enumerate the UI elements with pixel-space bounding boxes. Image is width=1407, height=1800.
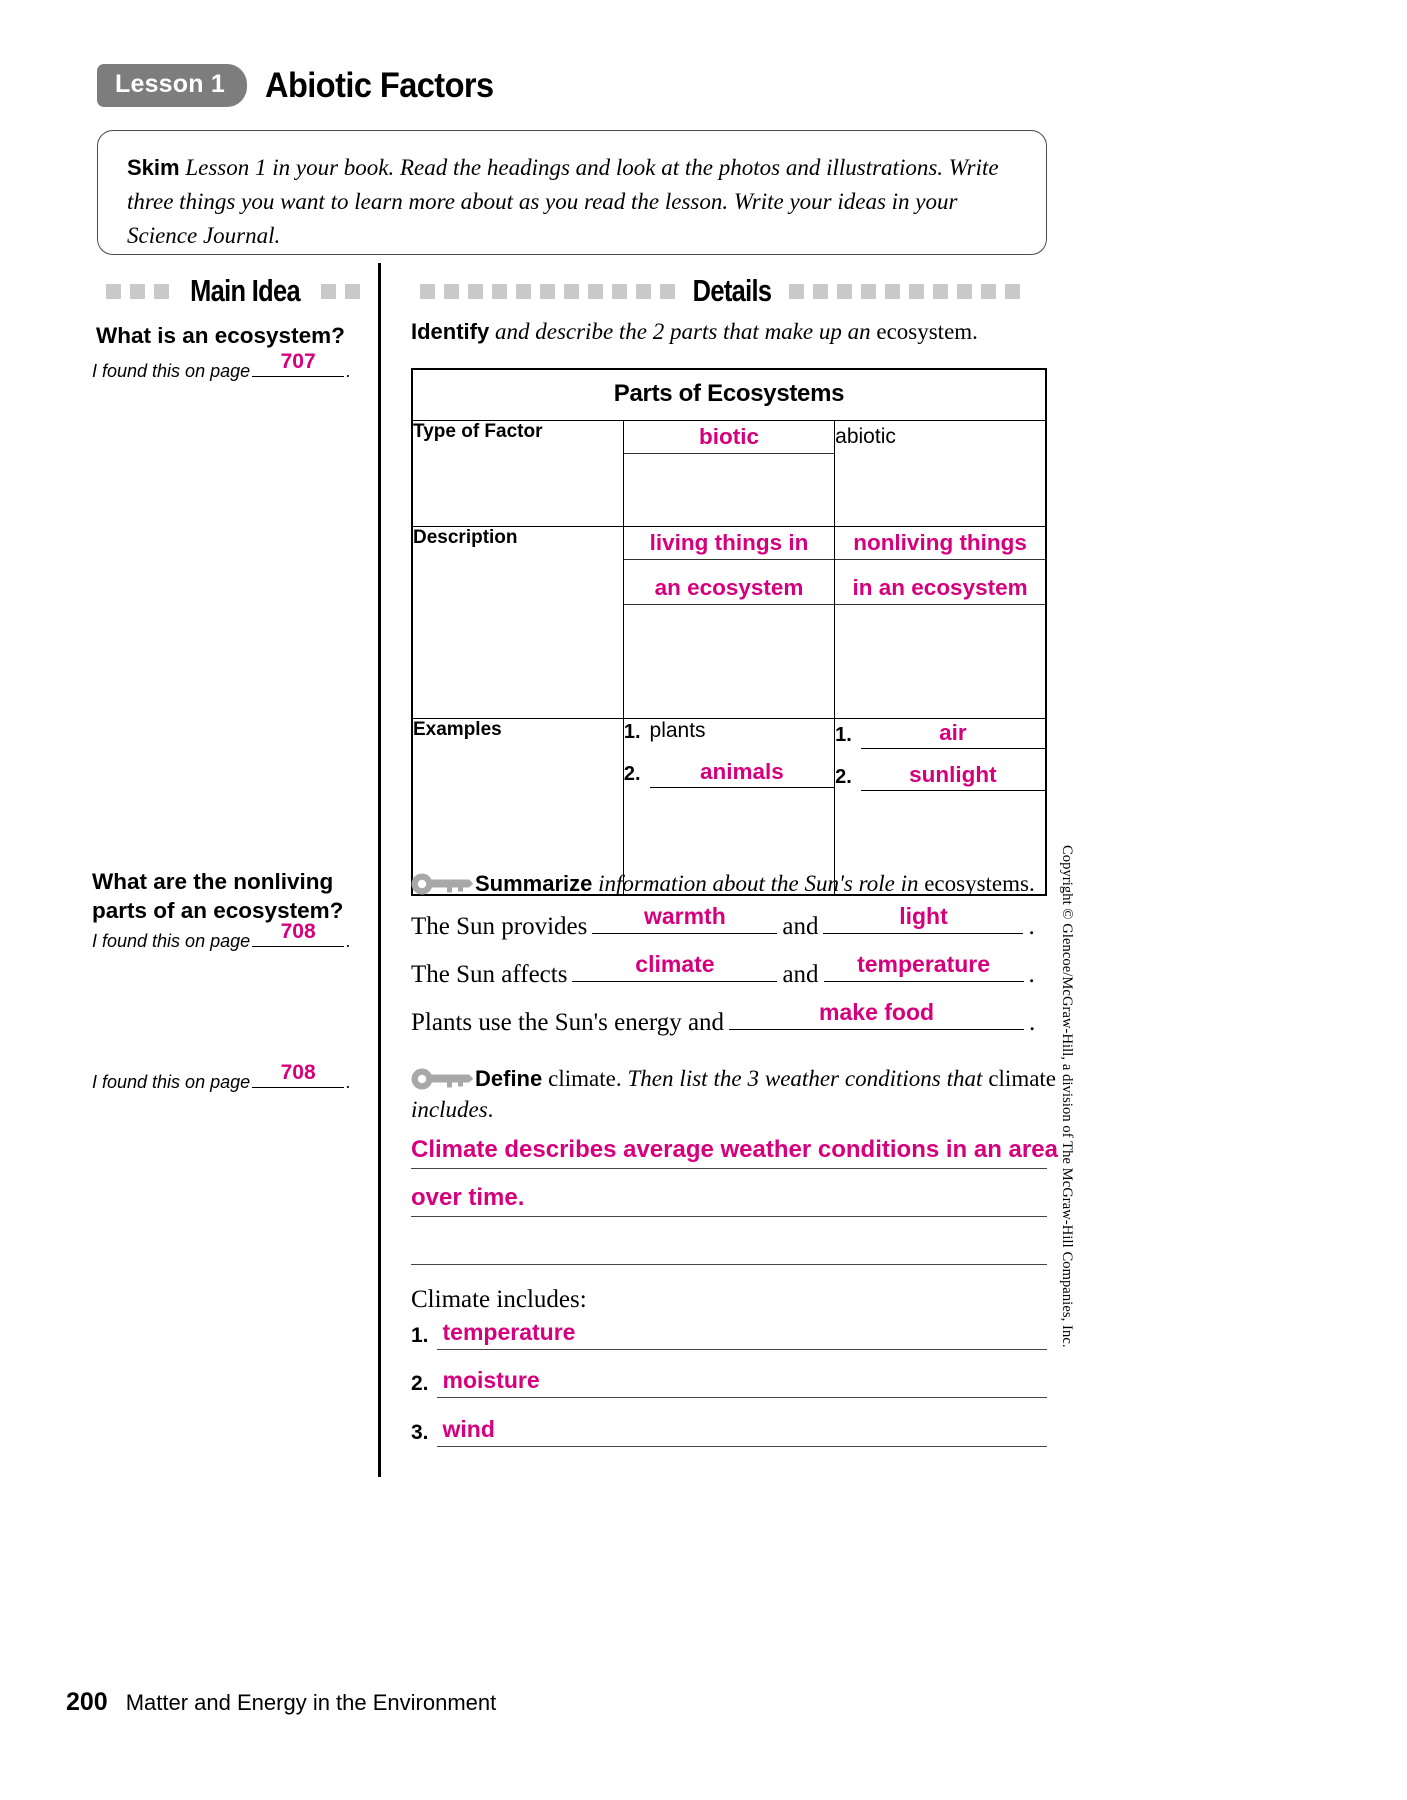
page-answer-1: 707 xyxy=(280,350,316,373)
biotic-example-1-text: plants xyxy=(649,719,706,742)
sun-1-blank-2[interactable] xyxy=(823,903,1023,934)
define-roman-1: climate. xyxy=(542,1066,628,1091)
dash-square-icon xyxy=(837,284,852,299)
dash-square-icon xyxy=(345,284,360,299)
abiotic-type-text: abiotic xyxy=(835,425,896,448)
abiotic-example-2-number: 2. xyxy=(835,766,852,788)
found-suffix: . xyxy=(346,361,352,381)
define-answer-2: over time. xyxy=(411,1184,525,1211)
biotic-example-1-number: 1. xyxy=(623,721,641,743)
page-blank-1[interactable] xyxy=(252,350,344,377)
page-answer-2: 708 xyxy=(280,920,316,943)
sun-sentence-3 xyxy=(411,999,1036,1037)
abiotic-desc-answer-1: nonliving things xyxy=(853,530,1027,555)
biotic-desc-line-2[interactable] xyxy=(624,572,834,605)
cell-biotic-type[interactable] xyxy=(623,421,834,527)
sun-1-answer-1: warmth xyxy=(643,903,726,929)
biotic-example-2-answer: animals xyxy=(699,759,784,784)
summarize-tail: ecosystems. xyxy=(924,871,1035,896)
climate-list-item-3[interactable] xyxy=(411,1417,1047,1447)
main-idea-question-1: What is an ecosystem? xyxy=(96,323,345,348)
dash-square-icon xyxy=(885,284,900,299)
dash-square-icon xyxy=(106,284,121,299)
main-idea-band xyxy=(99,274,367,308)
dash-group-left xyxy=(106,284,169,299)
lesson-tab: Lesson 1 xyxy=(97,64,247,107)
dash-square-icon xyxy=(154,284,169,299)
climate-item-1-number: 1. xyxy=(411,1324,429,1347)
define-answer-line-2[interactable] xyxy=(411,1216,1047,1217)
abiotic-example-2-answer: sunlight xyxy=(909,762,997,787)
summarize-verb: Summarize xyxy=(475,871,593,896)
table-row xyxy=(412,421,1046,527)
page-blank-3[interactable] xyxy=(252,1061,344,1088)
found-prefix: I found this on page xyxy=(92,1072,251,1092)
sun-1-answer-2: light xyxy=(899,903,948,929)
climate-item-2-line[interactable] xyxy=(437,1368,1047,1398)
page-blank-2[interactable] xyxy=(252,920,344,947)
details-label: Details xyxy=(692,273,772,308)
abiotic-desc-answer-2: in an ecosystem xyxy=(852,575,1028,600)
question-2-line-1: What are the nonliving xyxy=(92,869,334,894)
page-footer xyxy=(66,1688,496,1717)
climate-item-3-number: 3. xyxy=(411,1421,429,1444)
biotic-type-answer: biotic xyxy=(698,424,759,449)
dash-square-icon xyxy=(612,284,627,299)
sun-2-mid: and xyxy=(782,961,819,988)
sun-1-end: . xyxy=(1028,913,1035,940)
dash-square-icon xyxy=(636,284,651,299)
sun-2-blank-2[interactable] xyxy=(824,951,1024,982)
found-on-page-3 xyxy=(92,1061,352,1093)
define-answer-1: Climate describes average weather conditions in an area xyxy=(411,1136,1058,1163)
dash-square-icon xyxy=(933,284,948,299)
dash-group-right xyxy=(321,284,360,299)
table-caption: Parts of Ecosystems xyxy=(412,369,1046,421)
found-on-page-1 xyxy=(92,350,352,382)
climate-item-1-line[interactable] xyxy=(437,1320,1047,1350)
main-idea-label: Main Idea xyxy=(190,273,300,308)
row-label-description: Description xyxy=(412,527,623,719)
details-band xyxy=(393,274,1047,308)
dash-square-icon xyxy=(492,284,507,299)
skim-text xyxy=(127,151,1020,252)
define-italic-2: includes xyxy=(411,1097,488,1123)
page-title: Abiotic Factors xyxy=(264,65,494,105)
dash-square-icon xyxy=(420,284,435,299)
dash-group-left xyxy=(420,284,675,299)
column-divider xyxy=(378,263,381,1477)
biotic-example-2-number: 2. xyxy=(623,763,641,785)
dash-square-icon xyxy=(789,284,804,299)
sun-3-answer: make food xyxy=(819,999,935,1025)
cell-abiotic-description[interactable] xyxy=(835,527,1046,719)
biotic-example-2-line[interactable] xyxy=(650,758,835,788)
abiotic-example-1-line[interactable] xyxy=(861,719,1045,749)
sun-sentence-1 xyxy=(411,903,1035,941)
dash-square-icon xyxy=(130,284,145,299)
dash-square-icon xyxy=(516,284,531,299)
biotic-desc-answer-1: living things in xyxy=(649,530,809,555)
cell-biotic-description[interactable] xyxy=(623,527,834,719)
summarize-instruction xyxy=(411,868,1056,899)
climate-item-1-answer: temperature xyxy=(442,1319,576,1345)
sun-1-blank-1[interactable] xyxy=(592,903,777,934)
abiotic-example-1-number: 1. xyxy=(835,724,852,746)
sun-2-end: . xyxy=(1028,961,1035,988)
dash-square-icon xyxy=(957,284,972,299)
key-icon xyxy=(411,1067,473,1089)
sun-2-answer-1: climate xyxy=(635,951,715,977)
dash-square-icon xyxy=(321,284,336,299)
identify-italic: and describe the 2 parts that make up an xyxy=(489,319,877,344)
identify-tail: ecosystem. xyxy=(876,319,978,344)
dash-square-icon xyxy=(660,284,675,299)
dash-square-icon xyxy=(909,284,924,299)
page-header xyxy=(97,64,511,107)
dash-group-right xyxy=(789,284,1020,299)
dash-square-icon xyxy=(981,284,996,299)
row-label-examples: Examples xyxy=(412,719,623,895)
footer-chapter-title: Matter and Energy in the Environment xyxy=(125,1690,497,1715)
identify-verb: Identify xyxy=(411,319,490,344)
key-icon xyxy=(411,872,473,894)
dash-square-icon xyxy=(588,284,603,299)
dash-square-icon xyxy=(468,284,483,299)
climate-item-3-answer: wind xyxy=(442,1416,495,1442)
parts-of-ecosystems-table xyxy=(411,368,1047,896)
define-roman-3: . xyxy=(487,1097,494,1123)
sun-2-blank-1[interactable] xyxy=(572,951,777,982)
abiotic-example-2[interactable] xyxy=(835,761,1045,791)
climate-item-3-line[interactable] xyxy=(437,1417,1047,1447)
abiotic-desc-line-2[interactable] xyxy=(835,572,1045,605)
found-suffix: . xyxy=(346,1072,352,1092)
abiotic-example-2-line[interactable] xyxy=(861,761,1045,791)
dash-square-icon xyxy=(540,284,555,299)
climate-item-2-answer: moisture xyxy=(442,1367,540,1393)
biotic-desc-line-1[interactable] xyxy=(624,527,834,560)
abiotic-desc-line-1[interactable] xyxy=(835,527,1045,560)
abiotic-example-1-answer: air xyxy=(939,720,967,745)
climate-prompt-text: Climate includes: xyxy=(411,1286,587,1313)
footer-page-number: 200 xyxy=(66,1688,108,1716)
page-answer-3: 708 xyxy=(280,1061,316,1084)
dash-square-icon xyxy=(813,284,828,299)
sun-sentence-2 xyxy=(411,951,1035,989)
climate-item-2-number: 2. xyxy=(411,1372,429,1395)
row-label-type-of-factor: Type of Factor xyxy=(412,421,623,527)
summarize-italic: information about the Sun's role in xyxy=(592,871,925,896)
table-row xyxy=(412,527,1046,719)
sun-3-blank[interactable] xyxy=(729,999,1024,1030)
skim-body: Lesson 1 in your book. Read the headings and look at the photos and illustrations. Write three things you want to learn more about as you read the lesson. Write your ideas in your Science Journal. xyxy=(127,155,999,248)
skim-instruction-box xyxy=(97,130,1047,255)
define-answer-line-3[interactable] xyxy=(411,1264,1047,1265)
sun-1-prefix: The Sun provides xyxy=(411,913,588,940)
table-header-row xyxy=(412,369,1046,421)
abiotic-example-1[interactable] xyxy=(835,719,1045,749)
biotic-type-line[interactable] xyxy=(624,421,834,454)
biotic-example-2[interactable] xyxy=(624,758,834,788)
skim-lead: Skim xyxy=(127,155,180,180)
dash-square-icon xyxy=(1005,284,1020,299)
question-2-line-2: parts of an ecosystem? xyxy=(92,897,344,923)
copyright-notice: Copyright © Glencoe/McGraw-Hill, a division of The McGraw-Hill Companies, Inc. xyxy=(1059,845,1075,1348)
define-roman-2: climate xyxy=(988,1066,1057,1091)
found-prefix: I found this on page xyxy=(92,361,251,381)
biotic-example-1 xyxy=(624,719,834,746)
dash-square-icon xyxy=(861,284,876,299)
biotic-desc-answer-2: an ecosystem xyxy=(654,575,804,600)
dash-square-icon xyxy=(564,284,579,299)
sun-3-end: . xyxy=(1029,1009,1036,1036)
define-instruction xyxy=(411,1063,1056,1125)
sun-3-prefix: Plants use the Sun's energy and xyxy=(411,1009,725,1036)
define-verb: Define xyxy=(475,1066,543,1091)
dash-square-icon xyxy=(444,284,459,299)
found-on-page-2 xyxy=(92,920,352,952)
define-answer-line-1[interactable] xyxy=(411,1168,1047,1169)
sun-2-answer-2: temperature xyxy=(857,951,991,977)
define-italic-1: Then list the 3 weather conditions that xyxy=(627,1066,983,1091)
found-suffix: . xyxy=(346,931,352,951)
climate-list-item-2[interactable] xyxy=(411,1368,1047,1398)
climate-includes-prompt xyxy=(411,1286,587,1314)
climate-list-item-1[interactable] xyxy=(411,1320,1047,1350)
cell-abiotic-type xyxy=(835,421,1046,527)
identify-instruction xyxy=(411,316,1051,347)
found-prefix: I found this on page xyxy=(92,931,251,951)
sun-1-mid: and xyxy=(782,913,819,940)
main-idea-question-2 xyxy=(92,868,362,925)
sun-2-prefix: The Sun affects xyxy=(411,961,568,988)
